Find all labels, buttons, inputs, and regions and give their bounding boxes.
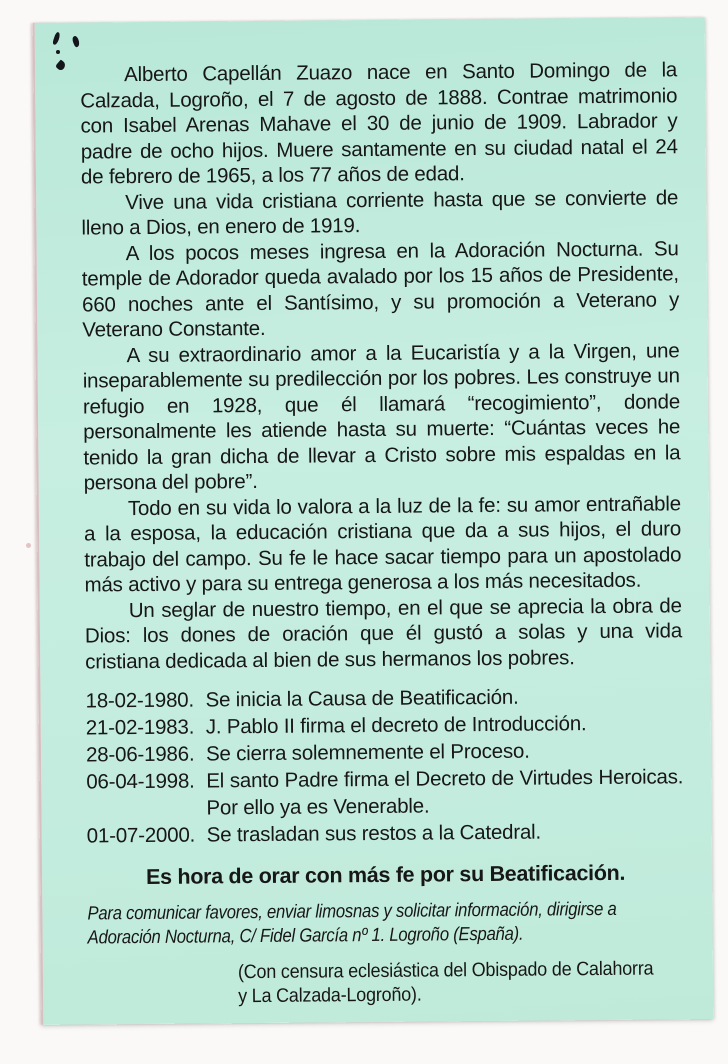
biography-paragraph: A su extraordinario amor a la Eucaristía y a la Virgen, une inseparablemente su predilección por los pobres. Les construye un refugio en 1928, que él llamará “recogimiento”, donde personalmente les atiende hasta su muerte: “Cuántas veces he tenido la gran dicha de llevar a Cristo sobre mis espaldas en la persona del pobre”. xyxy=(82,338,681,495)
ink-speck xyxy=(56,50,60,54)
contact-note-line: Adoración Nocturna, C/ Fidel García nº 1. Logroño (España). xyxy=(87,923,524,949)
timeline-event: Se trasladan sus restos a la Catedral. xyxy=(206,820,542,847)
contact-note xyxy=(87,897,684,950)
timeline-row xyxy=(86,763,683,822)
timeline-date: 01-07-2000. xyxy=(86,823,196,848)
holy-card xyxy=(33,17,714,1025)
timeline-date: 18-02-1980. xyxy=(85,688,195,713)
biography-paragraph: Todo en su vida lo valora a la luz de la fe: su amor entrañable a la esposa, la educación cristiana que da a sus hijos, el duro trabajo del campo. Su fe le hace sacar tiempo para un apostolado más activo y para su entrega generosa a los más necesitados. xyxy=(84,491,682,597)
timeline-event: El santo Padre firma el Decreto de Virtudes Heroicas. Por ello ya es Venerable. xyxy=(206,765,684,820)
contact-note-line: Para comunicar favores, enviar limosnas y solicitar información, dirigirse a xyxy=(87,898,617,925)
beatification-timeline xyxy=(85,682,683,849)
timeline-date: 28-06-1986. xyxy=(85,742,195,767)
biography-paragraph: Alberto Capellán Zuazo nace en Santo Domingo de la Calzada, Logroño, el 7 de agosto de 1888. Contrae matrimonio con Isabel Arenas Mahave el 30 de junio de 1909. Labrador y padre de ocho hijos. Muere santamente en su ciudad natal el 24 de febrero de 1965, a los 77 años de edad. xyxy=(80,58,678,189)
biography-paragraph: Un seglar de nuestro tiempo, en el que se aprecia la obra de Dios: los dones de oración que él gustó a solas y una vida cristiana dedicada al bien de sus hermanos los pobres. xyxy=(84,593,683,674)
censorship-note-line: y La Calzada-Logroño). xyxy=(238,983,422,1007)
biography-paragraph: A los pocos meses ingresa en la Adoración Nocturna. Su temple de Adorador queda avalado por los 15 años de Presidente, 660 noches ante el Santísimo, y su promoción a Veterano y Veterano Constante. xyxy=(81,236,680,342)
call-to-prayer-heading: Es hora de orar con más fe por su Beatificación. xyxy=(145,860,626,889)
scan-dust-speck xyxy=(26,543,31,548)
timeline-event: Se inicia la Causa de Beatificación. xyxy=(205,685,519,712)
censorship-note-line: (Con censura eclesiástica del Obispado de Calahorra xyxy=(237,957,654,983)
timeline-date: 06-04-1998. xyxy=(86,769,195,794)
timeline-event: J. Pablo II firma el decreto de Introducción. xyxy=(205,712,587,739)
timeline-event: Se cierra solemnemente el Proceso. xyxy=(205,739,530,766)
card-content xyxy=(35,17,714,1009)
timeline-date: 21-02-1983. xyxy=(85,715,195,740)
timeline-row xyxy=(87,817,684,849)
censorship-note xyxy=(238,956,685,1008)
biography-paragraph: Vive una vida cristiana corriente hasta que se convierte de lleno a Dios, en enero de 1919. xyxy=(81,185,679,240)
